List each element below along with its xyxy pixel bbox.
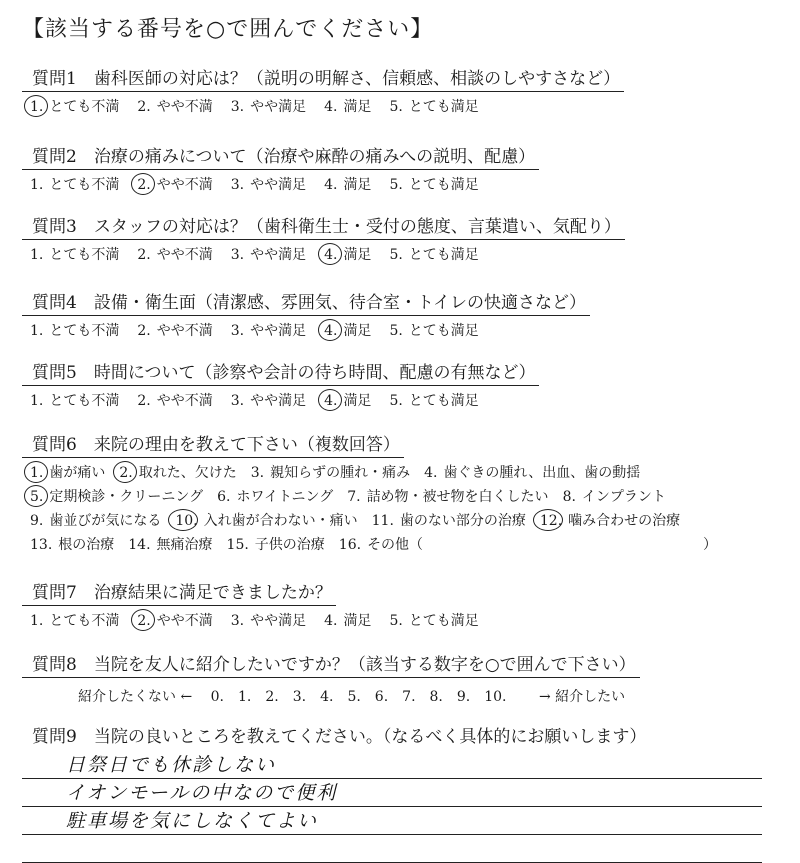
question-9 bbox=[22, 722, 782, 749]
scale-number[interactable]: 3. bbox=[292, 689, 307, 705]
option-label: 噛み合わせの治療 bbox=[568, 513, 681, 529]
reason-row bbox=[22, 462, 782, 482]
option-number: 1. bbox=[30, 99, 44, 115]
option-number: 3. bbox=[230, 613, 245, 629]
option[interactable] bbox=[30, 244, 119, 264]
question-title: 質問9 当院の良いところを教えてください。（なるべく具体的にお願いします） bbox=[32, 727, 647, 747]
option-label: 満足 bbox=[343, 99, 372, 115]
option-label: とても満足 bbox=[408, 177, 479, 193]
option-label: その他（ ） bbox=[367, 537, 718, 553]
scale-number[interactable]: 9. bbox=[456, 689, 471, 705]
option[interactable] bbox=[137, 96, 212, 116]
option[interactable] bbox=[347, 486, 548, 506]
option-selected[interactable] bbox=[137, 174, 212, 194]
option-number: 4. bbox=[324, 323, 338, 339]
question-title: 質問2 治療の痛みについて（治療や麻酔の痛みへの説明、配慮） bbox=[22, 142, 539, 170]
option-selected[interactable] bbox=[30, 486, 203, 506]
option[interactable] bbox=[137, 244, 212, 264]
option-label: 満足 bbox=[343, 613, 372, 629]
question-8 bbox=[22, 650, 782, 706]
option-label: とても満足 bbox=[408, 323, 479, 339]
option-number: 7. bbox=[347, 489, 361, 505]
option[interactable] bbox=[389, 610, 478, 630]
option-number: 2. bbox=[137, 99, 151, 115]
scale-number[interactable]: 1. bbox=[238, 689, 252, 705]
rating-options bbox=[22, 96, 782, 116]
option-label: とても満足 bbox=[408, 99, 479, 115]
reason-row bbox=[22, 486, 782, 506]
option-number: 4. bbox=[324, 613, 338, 629]
option-selected[interactable] bbox=[137, 610, 212, 630]
option-number: 2. bbox=[137, 393, 151, 409]
option[interactable] bbox=[30, 610, 119, 630]
option[interactable] bbox=[324, 96, 371, 116]
option-selected[interactable] bbox=[30, 96, 119, 116]
option-label: やや満足 bbox=[250, 247, 307, 263]
option-selected[interactable] bbox=[324, 244, 371, 264]
option-number: 5. bbox=[389, 323, 403, 339]
option-label: 取れた、欠けた bbox=[138, 465, 237, 481]
handwritten-answer: イオンモールの中なので便利 bbox=[66, 782, 338, 804]
option-number: 8. bbox=[562, 489, 576, 505]
option-number: 3. bbox=[230, 323, 245, 339]
question-2 bbox=[22, 142, 782, 194]
option-number: 11. bbox=[371, 513, 394, 529]
option-label: 無痛治療 bbox=[156, 537, 213, 553]
reason-options bbox=[22, 462, 782, 554]
option-label: とても不満 bbox=[49, 613, 120, 629]
option-number: 1. bbox=[30, 613, 44, 629]
option-label: 満足 bbox=[343, 177, 372, 193]
option-label: とても不満 bbox=[49, 177, 120, 193]
option-selected[interactable] bbox=[30, 462, 105, 482]
option[interactable] bbox=[30, 534, 114, 554]
scale-right-label: → 紹介したい bbox=[538, 689, 626, 705]
option-label: とても不満 bbox=[49, 393, 120, 409]
option[interactable] bbox=[30, 174, 119, 194]
answer-line bbox=[22, 751, 762, 779]
scale-number[interactable]: 4. bbox=[320, 689, 334, 705]
option-label: 歯ぐきの腫れ、出血、歯の動揺 bbox=[443, 465, 641, 481]
option-number: 5. bbox=[389, 613, 403, 629]
option[interactable] bbox=[30, 390, 119, 410]
scale-number[interactable]: 5. bbox=[347, 689, 361, 705]
option-number: 1. bbox=[30, 393, 44, 409]
question-6 bbox=[22, 430, 782, 554]
option[interactable] bbox=[231, 244, 306, 264]
option-number: 5. bbox=[389, 99, 403, 115]
option-number: 2. bbox=[119, 465, 133, 481]
option-label: やや不満 bbox=[156, 99, 213, 115]
option-number: 4. bbox=[424, 465, 438, 481]
option-number: 5. bbox=[389, 393, 403, 409]
option[interactable] bbox=[128, 534, 212, 554]
question-4 bbox=[22, 288, 782, 340]
option-number: 15. bbox=[226, 537, 249, 553]
option[interactable] bbox=[324, 174, 371, 194]
option-label: 満足 bbox=[343, 393, 372, 409]
option-label: 根の治療 bbox=[58, 537, 115, 553]
option-number: 10. bbox=[175, 513, 198, 529]
handwritten-answer: 駐車場を気にしなくてよい bbox=[66, 810, 319, 832]
option-label: とても満足 bbox=[408, 613, 479, 629]
option-number: 5. bbox=[389, 177, 403, 193]
option[interactable] bbox=[339, 534, 717, 554]
option-label: 子供の治療 bbox=[254, 537, 325, 553]
option-number: 4. bbox=[324, 393, 338, 409]
question-title: 質問4 設備・衛生面（清潔感、雰囲気、待合室・トイレの快適さなど） bbox=[22, 288, 590, 316]
option-label: 親知らずの腫れ・痛み bbox=[270, 465, 411, 481]
option[interactable] bbox=[372, 510, 526, 530]
option-label: やや不満 bbox=[156, 247, 213, 263]
option-label: やや不満 bbox=[156, 323, 213, 339]
rating-options bbox=[22, 390, 782, 410]
scale-number[interactable]: 8. bbox=[429, 689, 443, 705]
option-label: やや不満 bbox=[156, 177, 213, 193]
option-number: 12. bbox=[539, 513, 563, 529]
option[interactable] bbox=[324, 610, 371, 630]
option-label: やや不満 bbox=[156, 393, 213, 409]
option[interactable] bbox=[424, 462, 640, 482]
option-label: 定期検診・クリーニング bbox=[49, 489, 204, 505]
option-number: 3. bbox=[230, 393, 245, 409]
option[interactable] bbox=[30, 320, 119, 340]
scale-number[interactable]: 7. bbox=[402, 689, 416, 705]
option[interactable] bbox=[389, 174, 478, 194]
question-title: 質問7 治療結果に満足できましたか？ bbox=[22, 578, 336, 606]
answer-line bbox=[22, 779, 762, 807]
option-label: インプラント bbox=[581, 489, 666, 505]
form-header: 【該当する番号を○で囲んでください】 bbox=[22, 17, 434, 42]
option[interactable] bbox=[231, 610, 306, 630]
option[interactable] bbox=[217, 486, 333, 506]
question-title: 質問8 当院を友人に紹介したいですか？（該当する数字を○で囲んで下さい） bbox=[22, 650, 640, 678]
option[interactable] bbox=[389, 244, 478, 264]
option[interactable] bbox=[137, 320, 212, 340]
reason-row bbox=[22, 534, 782, 554]
question-3 bbox=[22, 212, 782, 264]
option-selected[interactable] bbox=[324, 320, 371, 340]
option-label: 満足 bbox=[343, 323, 372, 339]
scale-number[interactable]: 6. bbox=[374, 689, 389, 705]
option-number: 2. bbox=[137, 613, 151, 629]
answer-line bbox=[22, 807, 762, 835]
scale-numbers bbox=[211, 689, 521, 705]
rating-options bbox=[22, 244, 782, 264]
rating-options bbox=[22, 174, 782, 194]
option-number: 1. bbox=[30, 247, 44, 263]
option-number: 5. bbox=[389, 247, 403, 263]
option-label: 満足 bbox=[343, 247, 372, 263]
rating-options bbox=[22, 320, 782, 340]
scale-number[interactable]: 10. bbox=[484, 689, 507, 705]
option-number: 3. bbox=[250, 465, 265, 481]
option-label: ホワイトニング bbox=[236, 489, 334, 505]
option-label: やや満足 bbox=[250, 613, 307, 629]
option-label: 歯のない部分の治療 bbox=[399, 513, 526, 529]
option-label: やや満足 bbox=[250, 177, 307, 193]
option-label: 歯並びが気になる bbox=[49, 513, 162, 529]
scale-number[interactable]: 2. bbox=[265, 689, 279, 705]
answer-line bbox=[22, 835, 762, 863]
option-number: 2. bbox=[137, 323, 151, 339]
option-label: とても満足 bbox=[408, 247, 479, 263]
handwritten-answer: 日祭日でも休診しない bbox=[66, 754, 277, 776]
option[interactable] bbox=[389, 320, 478, 340]
option-selected[interactable] bbox=[540, 510, 680, 530]
option[interactable] bbox=[231, 390, 306, 410]
option[interactable] bbox=[251, 462, 410, 482]
option-number: 4. bbox=[324, 247, 338, 263]
option-label: 入れ歯が合わない・痛い bbox=[203, 513, 358, 529]
option-label: とても不満 bbox=[49, 99, 120, 115]
option[interactable] bbox=[389, 390, 478, 410]
question-title: 質問1 歯科医師の対応は？（説明の明解さ、信頼感、相談のしやすさなど） bbox=[22, 64, 624, 92]
option[interactable] bbox=[30, 510, 161, 530]
option-label: とても不満 bbox=[49, 323, 120, 339]
scale-left-label: 紹介したくない ← bbox=[78, 689, 193, 705]
option-number: 1. bbox=[30, 323, 44, 339]
option-label: とても満足 bbox=[408, 393, 479, 409]
option-label: やや満足 bbox=[250, 99, 307, 115]
option-number: 3. bbox=[230, 247, 245, 263]
option-number: 1. bbox=[30, 465, 44, 481]
option-number: 14. bbox=[128, 537, 151, 553]
question-1 bbox=[22, 64, 782, 116]
reason-row bbox=[22, 510, 782, 530]
question-title: 質問3 スタッフの対応は？（歯科衛生士・受付の態度、言葉遣い、気配り） bbox=[22, 212, 625, 240]
option-number: 1. bbox=[30, 177, 44, 193]
option-number: 16. bbox=[338, 537, 362, 553]
option-label: やや満足 bbox=[250, 323, 307, 339]
option-number: 3. bbox=[230, 177, 245, 193]
question-5 bbox=[22, 358, 782, 410]
option-number: 5. bbox=[30, 489, 44, 505]
option[interactable] bbox=[231, 174, 306, 194]
option-selected[interactable] bbox=[175, 510, 357, 530]
option[interactable] bbox=[389, 96, 478, 116]
option-number: 6. bbox=[217, 489, 231, 505]
option[interactable] bbox=[563, 486, 666, 506]
option-number: 9. bbox=[30, 513, 44, 529]
option-label: 詰め物・被せ物を白くしたい bbox=[366, 489, 549, 505]
option-number: 4. bbox=[324, 99, 338, 115]
question-title: 質問5 時間について（診察や会計の待ち時間、配慮の有無など） bbox=[22, 358, 539, 386]
option-number: 13. bbox=[30, 537, 53, 553]
option-number: 2. bbox=[137, 177, 151, 193]
option-number: 3. bbox=[230, 99, 245, 115]
rating-options bbox=[22, 610, 782, 630]
option-label: やや満足 bbox=[250, 393, 307, 409]
option-label: やや不満 bbox=[156, 613, 213, 629]
option-selected[interactable] bbox=[324, 390, 371, 410]
option-selected[interactable] bbox=[119, 462, 236, 482]
option[interactable] bbox=[231, 96, 306, 116]
option[interactable] bbox=[231, 320, 306, 340]
option[interactable] bbox=[137, 390, 212, 410]
recommend-scale bbox=[22, 686, 782, 706]
option-label: とても不満 bbox=[49, 247, 120, 263]
option[interactable] bbox=[227, 534, 325, 554]
answer-lines bbox=[22, 751, 762, 863]
option-number: 2. bbox=[137, 247, 151, 263]
scale-number[interactable]: 0. bbox=[210, 689, 224, 705]
question-title: 質問6 来院の理由を教えて下さい（複数回答） bbox=[22, 430, 404, 458]
option-number: 4. bbox=[324, 177, 338, 193]
question-7 bbox=[22, 578, 782, 630]
option-label: 歯が痛い bbox=[49, 465, 106, 481]
